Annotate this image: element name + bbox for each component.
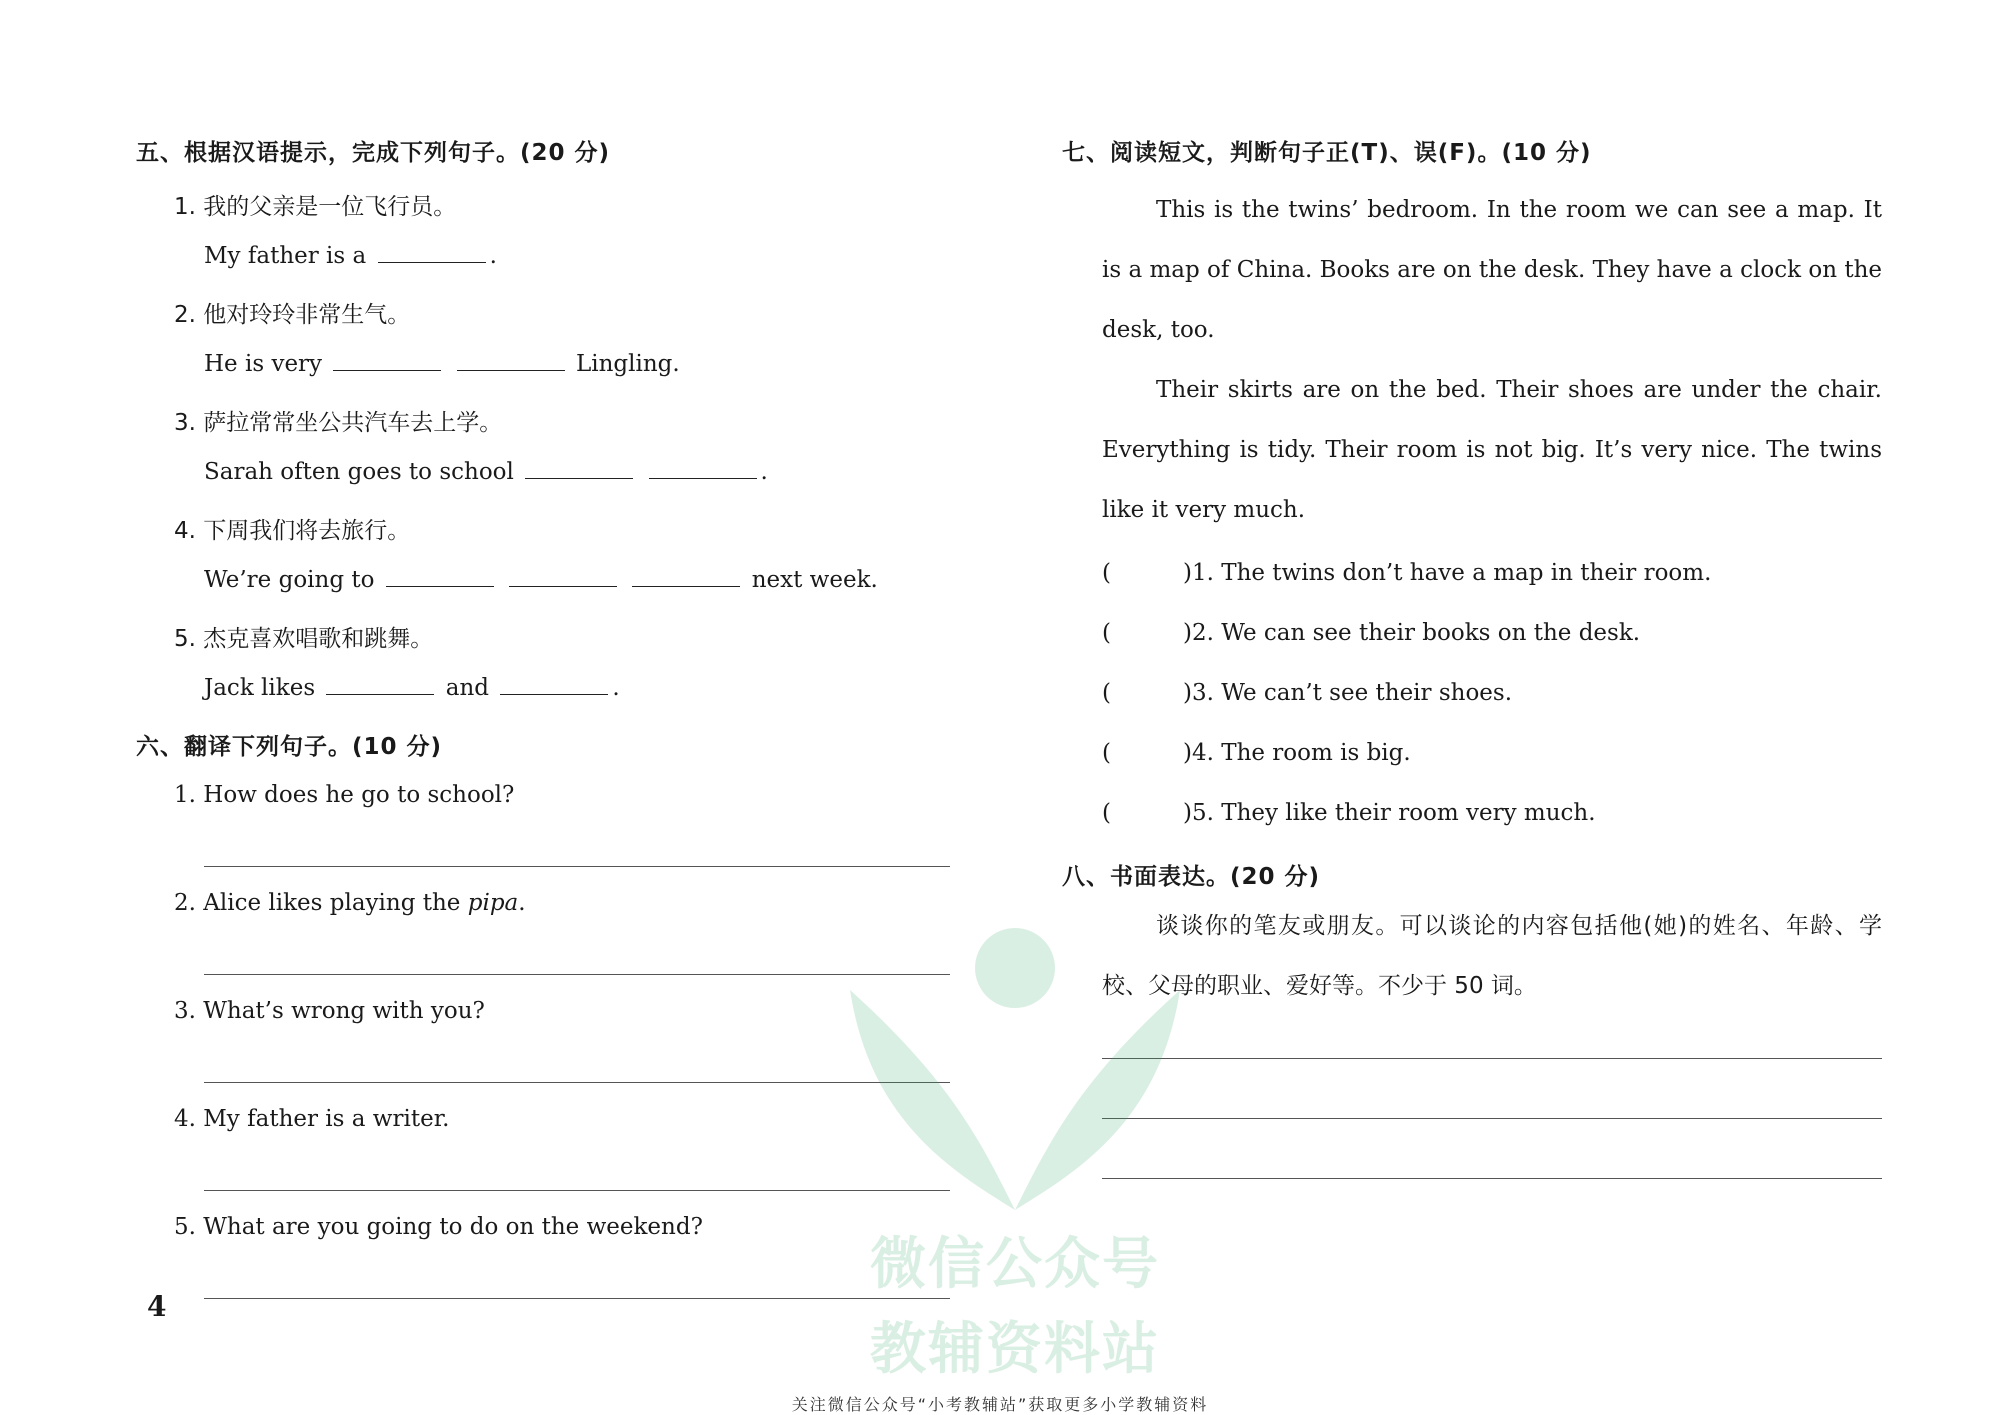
sec5-item-3-english — [204, 458, 768, 485]
writing-line[interactable] — [1102, 1178, 1882, 1179]
tf-item-1 — [1102, 560, 1711, 586]
answer-paren-open[interactable]: ( — [1102, 680, 1111, 706]
sec5-item-4-end: next week. — [751, 567, 878, 593]
sec5-item-5-text: Jack likes — [204, 675, 316, 701]
sec5-item-4-chinese: 4. 下周我们将去旅行。 — [174, 518, 411, 544]
sec6-item-2-italic: pipa — [467, 890, 519, 916]
fill-blank[interactable] — [500, 674, 608, 695]
sec5-item-3-chinese: 3. 萨拉常常坐公共汽车去上学。 — [174, 410, 503, 436]
answer-paren-close: ) — [1182, 680, 1192, 706]
answer-paren-close: ) — [1182, 800, 1192, 826]
answer-paren-open[interactable]: ( — [1102, 560, 1111, 586]
fill-blank[interactable] — [386, 566, 494, 587]
answer-paren-close: ) — [1182, 620, 1192, 646]
tf-item-text: 5. They like their room very much. — [1191, 800, 1596, 826]
fill-blank[interactable] — [649, 458, 757, 479]
answer-paren-open[interactable]: ( — [1102, 800, 1111, 826]
sec5-item-1-text: My father is a — [204, 243, 367, 269]
tf-item-2 — [1102, 620, 1640, 646]
sec6-item-3: 3. What’s wrong with you? — [174, 998, 485, 1024]
fill-blank[interactable] — [333, 350, 441, 371]
tf-item-text: 1. The twins don’t have a map in their room. — [1191, 560, 1712, 586]
tf-item-text: 4. The room is big. — [1191, 740, 1411, 766]
sec5-item-5-end: . — [612, 675, 620, 701]
fill-blank[interactable] — [632, 566, 740, 587]
sec6-item-2 — [174, 890, 526, 916]
sec6-item-5: 5. What are you going to do on the weekend? — [174, 1214, 703, 1240]
sec5-item-3-end: . — [760, 459, 768, 485]
leaf-logo-icon — [830, 920, 1200, 1220]
answer-paren-close: ) — [1182, 740, 1192, 766]
sec5-item-1-end: . — [489, 243, 497, 269]
sec5-item-1-english — [204, 242, 497, 269]
sec5-item-2-text: He is very — [204, 351, 323, 377]
sec6-item-2-text: 2. Alice likes playing the — [174, 890, 468, 916]
section-8-title: 八、书面表达。(20 分) — [1062, 864, 1321, 890]
reading-paragraph-2: Their skirts are on the bed. Their shoes are under the chair. Everything is tidy. Their room is not big. It’s very nice. The twins like it very much. — [1102, 377, 1882, 523]
answer-paren-open[interactable]: ( — [1102, 620, 1111, 646]
tf-item-4 — [1102, 740, 1411, 766]
section-6-title: 六、翻译下列句子。(10 分) — [136, 734, 443, 760]
section-5-title: 五、根据汉语提示，完成下列句子。(20 分) — [136, 140, 611, 166]
answer-paren-close: ) — [1182, 560, 1192, 586]
watermark-text-1: 微信公众号 — [870, 1232, 1160, 1297]
reading-paragraph-1: This is the twins’ bedroom. In the room we can see a map. It is a map of China. Books are on the desk. They have a clock on the desk, too. — [1102, 197, 1882, 343]
sec5-item-3-text: Sarah often goes to school — [204, 459, 514, 485]
sec5-item-1-chinese: 1. 我的父亲是一位飞行员。 — [174, 194, 457, 220]
fill-blank[interactable] — [457, 350, 565, 371]
tf-item-text: 2. We can see their books on the desk. — [1191, 620, 1641, 646]
fill-blank[interactable] — [509, 566, 617, 587]
sec5-item-5-mid: and — [445, 675, 490, 701]
answer-line[interactable] — [204, 866, 950, 867]
sec6-item-1: 1. How does he go to school? — [174, 782, 515, 808]
tf-item-text: 3. We can’t see their shoes. — [1191, 680, 1513, 706]
watermark-text-2: 教辅资料站 — [870, 1317, 1160, 1382]
sec5-item-2-chinese: 2. 他对玲玲非常生气。 — [174, 302, 411, 328]
sec5-item-2-end: Lingling. — [575, 351, 680, 377]
tf-item-3 — [1102, 680, 1512, 706]
footer-note: 关注微信公众号“小考教辅站”获取更多小学教辅资料 — [791, 1395, 1209, 1414]
sec5-item-4-english — [204, 566, 878, 593]
sec5-item-5-english — [204, 674, 620, 701]
watermark — [830, 920, 1200, 1400]
answer-paren-open[interactable]: ( — [1102, 740, 1111, 766]
writing-line[interactable] — [1102, 1058, 1882, 1059]
sec5-item-2-english — [204, 350, 680, 377]
writing-line[interactable] — [1102, 1118, 1882, 1119]
sec5-item-5-chinese: 5. 杰克喜欢唱歌和跳舞。 — [174, 626, 434, 652]
page-number: 4 — [147, 1290, 167, 1323]
sec5-item-4-text: We’re going to — [204, 567, 375, 593]
sec6-item-4: 4. My father is a writer. — [174, 1106, 450, 1132]
fill-blank[interactable] — [378, 242, 486, 263]
section-7-title: 七、阅读短文，判断句子正(T)、误(F)。(10 分) — [1062, 140, 1592, 166]
tf-item-5 — [1102, 800, 1596, 826]
sec6-item-2-end: . — [518, 890, 526, 916]
fill-blank[interactable] — [525, 458, 633, 479]
fill-blank[interactable] — [326, 674, 434, 695]
writing-prompt: 谈谈你的笔友或朋友。可以谈论的内容包括他(她)的姓名、年龄、学校、父母的职业、爱好等。不少于 50 词。 — [1102, 913, 1882, 999]
